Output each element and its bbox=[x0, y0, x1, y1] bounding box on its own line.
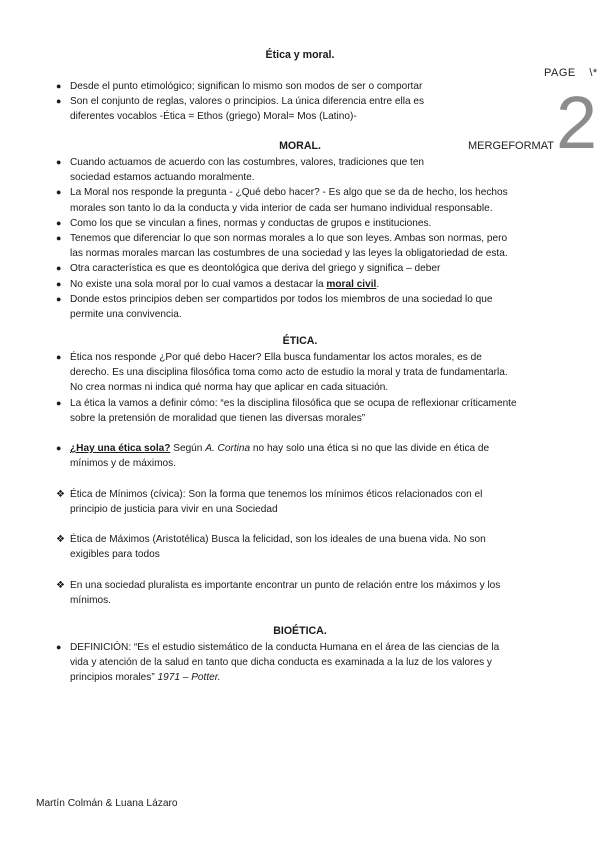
list-item-text-continued: sobre la pretensión de moralidad que tienen las diversas morales” bbox=[70, 412, 366, 424]
list-item bbox=[56, 532, 550, 562]
list-item bbox=[56, 578, 550, 608]
list-item-text-continued: No crea normas ni indica qué norma hay que aplicar en cada situación. bbox=[70, 382, 389, 394]
list-item-text: Otra característica es que es deontológica que deriva del griego y significa – deber bbox=[70, 263, 441, 275]
list-item-text-continued: morales son tanto lo da la conducta y vida interior de cada ser humano individual responsable. bbox=[70, 202, 493, 214]
bullet-icon: ● bbox=[56, 443, 62, 453]
bioetica-list bbox=[56, 640, 550, 686]
diamond-bullet-icon: ❖ bbox=[56, 489, 65, 500]
list-item bbox=[56, 396, 550, 426]
list-item-text: DEFINICIÓN: “Es el estudio sistemático de la conducta Humana en el área de las ciencias de la bbox=[70, 642, 500, 653]
bullet-icon: ● bbox=[56, 352, 62, 362]
bullet-icon: ● bbox=[56, 96, 62, 107]
page-number: 2 bbox=[556, 81, 598, 164]
list-item-text: La ética la vamos a definir cómo: “es la disciplina filosófica que se ocupa de reflexionar críticamente bbox=[70, 397, 517, 409]
section-heading-etica: ÉTICA. bbox=[282, 335, 318, 347]
list-item bbox=[56, 79, 550, 94]
bullet-icon: ● bbox=[56, 642, 62, 652]
list-item bbox=[56, 261, 550, 276]
list-item-text-continued bbox=[70, 670, 550, 685]
list-item-text: Cuando actuamos de acuerdo con las costumbres, valores, tradiciones que ten bbox=[70, 157, 425, 168]
list-item bbox=[56, 292, 550, 322]
bullet-icon: ● bbox=[56, 157, 62, 167]
text-run: Según bbox=[170, 443, 206, 454]
diamond-item-2 bbox=[56, 532, 550, 562]
list-item-text: Donde estos principios deben ser compartidos por todos los miembros de una sociedad lo que bbox=[70, 293, 493, 305]
section-heading-bioetica: BIOÉTICA. bbox=[273, 625, 327, 637]
footer-authors: Martín Colmán & Luana Lázaro bbox=[36, 798, 178, 809]
list-item-text-continued: sociedad estamos actuando moralmente. bbox=[70, 172, 255, 184]
document-title: Ética y moral. bbox=[265, 49, 335, 61]
section-heading-moral: MORAL. bbox=[279, 140, 321, 152]
list-item-text-continued: mínimos. bbox=[70, 595, 111, 607]
list-item bbox=[56, 640, 550, 686]
list-item bbox=[56, 216, 550, 231]
diamond-bullet-icon: ❖ bbox=[56, 534, 65, 545]
moral-civil-emphasis: moral civil bbox=[326, 278, 377, 290]
list-item-text: Como los que se vinculan a fines, normas y conductas de grupos e instituciones. bbox=[70, 217, 432, 229]
list-item bbox=[56, 277, 550, 292]
moral-list bbox=[56, 155, 550, 322]
bullet-icon: ● bbox=[56, 397, 62, 408]
diamond-item-3 bbox=[56, 578, 550, 608]
etica-question-list bbox=[56, 441, 550, 471]
list-item bbox=[56, 441, 550, 471]
bullet-icon: ● bbox=[56, 217, 62, 228]
list-item bbox=[56, 155, 550, 185]
list-item-text: Desde el punto etimológico; significan lo mismo son modos de ser o comportar bbox=[70, 81, 423, 92]
list-item-text bbox=[70, 441, 550, 456]
author-name: A. Cortina bbox=[205, 443, 251, 454]
bullet-icon: ● bbox=[56, 278, 62, 289]
list-item-text: Tenemos que diferenciar lo que son normas morales a lo que son leyes. Ambas son normas, pero bbox=[70, 233, 508, 245]
list-item bbox=[56, 231, 550, 261]
list-item-text: La Moral nos responde la pregunta - ¿Qué debo hacer? - Es algo que se da de hecho, los hechos bbox=[70, 187, 508, 199]
list-item-text-continued: permite una convivencia. bbox=[70, 309, 182, 321]
list-item-text: Ética nos responde ¿Por qué debo Hacer? Ella busca fundamentar los actos morales, es de bbox=[70, 352, 482, 363]
page-field-label bbox=[544, 66, 598, 81]
question-emphasis: ¿Hay una ética sola? bbox=[70, 443, 171, 454]
list-item-text-continued: mínimos y de máximos. bbox=[70, 458, 177, 470]
list-item-text: En una sociedad pluralista es importante encontrar un punto de relación entre los máximos y los bbox=[70, 580, 501, 591]
list-item bbox=[56, 350, 550, 396]
list-item-text: Ética de Máximos (Aristotélica) Busca la felicidad, son los ideales de una buena vida. No son bbox=[70, 534, 486, 545]
bullet-icon: ● bbox=[56, 187, 62, 198]
list-item bbox=[56, 487, 550, 517]
page-field-switch: \* bbox=[589, 67, 598, 79]
diamond-item-1 bbox=[56, 487, 550, 517]
list-item-text-continued: exigibles para todos bbox=[70, 549, 160, 561]
citation: 1971 – Potter. bbox=[157, 672, 221, 684]
bullet-icon: ● bbox=[56, 263, 62, 274]
intro-list bbox=[56, 79, 550, 125]
text-run: No existe una sola moral por lo cual vamos a destacar la bbox=[70, 278, 327, 290]
text-run: principios morales” bbox=[70, 672, 158, 684]
list-item bbox=[56, 94, 550, 124]
etica-list bbox=[56, 350, 550, 426]
list-item-text: Son el conjunto de reglas, valores o principios. La única diferencia entre ella es bbox=[70, 96, 425, 108]
list-item bbox=[56, 185, 550, 215]
list-item-text-continued: diferentes vocablos -Ética = Ethos (griego) Moral= Mos (Latino)- bbox=[70, 111, 357, 123]
diamond-bullet-icon: ❖ bbox=[56, 580, 65, 591]
text-run: no hay solo una ética si no que las divide en ética de bbox=[250, 443, 490, 454]
list-item-text: Ética de Mínimos (cívica): Son la forma que tenemos los mínimos éticos relacionados con el bbox=[70, 489, 483, 500]
bullet-icon: ● bbox=[56, 81, 62, 91]
page-field-word: PAGE bbox=[544, 67, 576, 79]
list-item-text-continued: derecho. Es una disciplina filosófica toma como acto de estudio la moral y trata de fundamentarla. bbox=[70, 367, 508, 379]
mergeformat-field: MERGEFORMAT bbox=[468, 140, 554, 152]
list-item-text bbox=[70, 277, 550, 292]
bullet-icon: ● bbox=[56, 233, 62, 244]
list-item-text-continued: las normas morales marcan las costumbres de una sociedad y las leyes la obligatoriedad de esta. bbox=[70, 248, 508, 260]
bullet-icon: ● bbox=[56, 293, 62, 304]
text-run: . bbox=[376, 278, 380, 290]
list-item-text-continued: vida y atención de la salud en tanto que dicha conducta es examinada a la luz de los valores y bbox=[70, 657, 492, 669]
list-item-text-continued: principio de justicia para vivir en una Sociedad bbox=[70, 504, 278, 516]
